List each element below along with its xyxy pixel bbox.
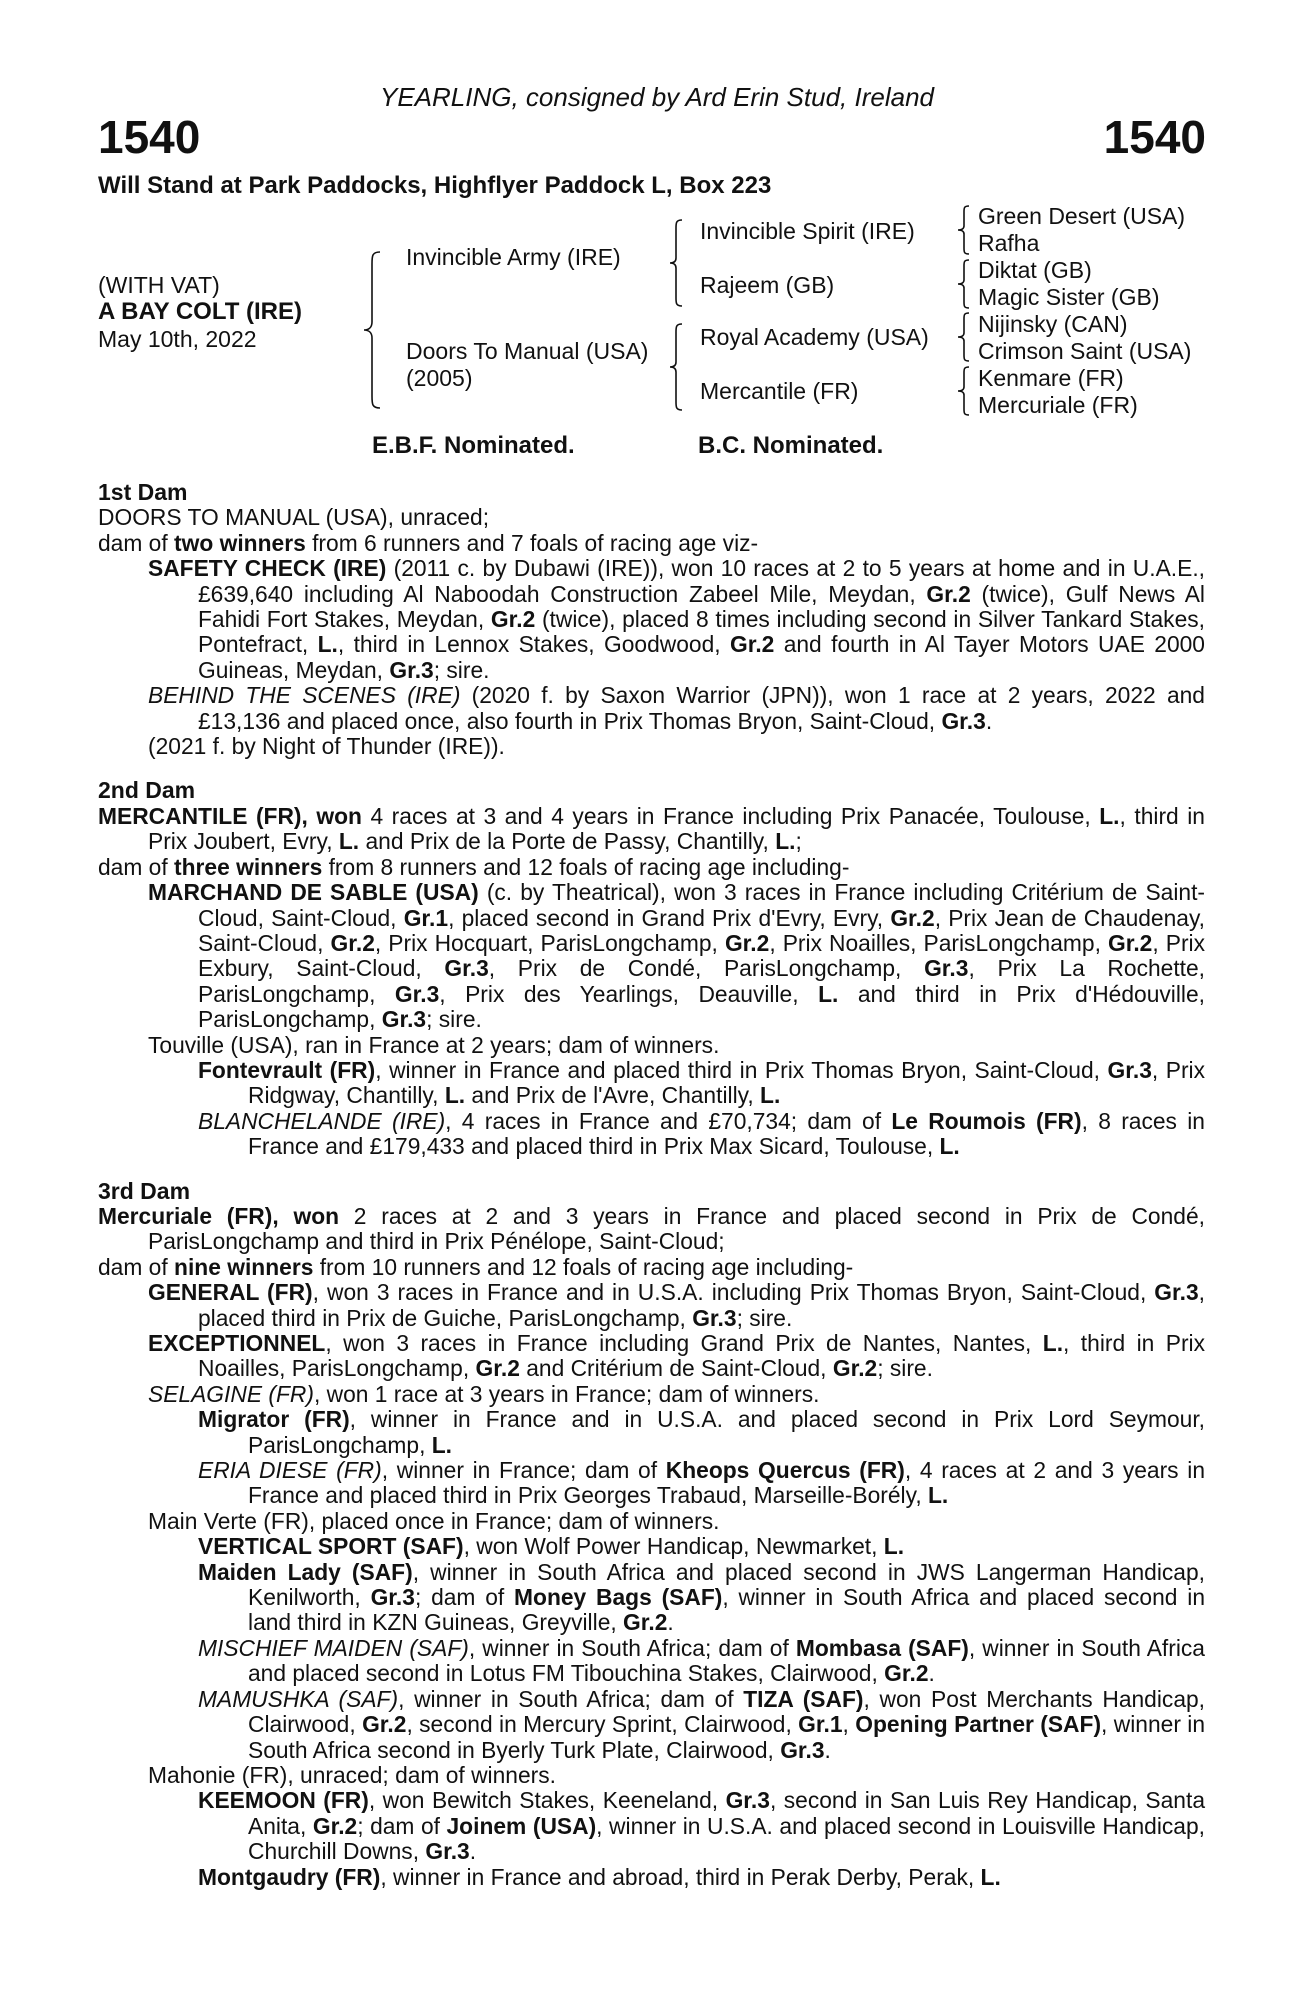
ancestor-g4: Magic Sister (GB) xyxy=(978,284,1160,310)
horse-name: A BAY COLT (IRE) xyxy=(98,298,303,325)
lot-number-left: 1540 xyxy=(98,111,201,163)
dam-name: Doors To Manual (USA) xyxy=(406,338,649,364)
list-item: dam of nine winners from 10 runners and 12 foals of racing age including- xyxy=(98,1253,854,1280)
lot-number-right: 1540 xyxy=(1103,111,1206,163)
sire-sire: Invincible Spirit (IRE) xyxy=(700,218,915,244)
bracket-dam xyxy=(668,322,690,412)
bracket-g2 xyxy=(956,258,976,310)
list-item: KEEMOON (FR), won Bewitch Stakes, Keeneland, Gr.3, second in San Luis Rey Handicap, Santa Anita, Gr.2; dam of Joinem (USA), winner in U.S.A. and placed second in Louisville Handicap, Churchill Downs, Gr.3. xyxy=(198,1787,1205,1865)
ancestor-g7: Kenmare (FR) xyxy=(978,365,1124,391)
second-dam-heading: 2nd Dam xyxy=(98,777,196,804)
ancestor-g6: Crimson Saint (USA) xyxy=(978,338,1192,364)
list-item: VERTICAL SPORT (SAF), won Wolf Power Handicap, Newmarket, L. xyxy=(198,1533,905,1560)
dam-produce-summary: dam of two winners from 6 runners and 7 foals of racing age viz- xyxy=(98,529,759,556)
ancestor-g3: Diktat (GB) xyxy=(978,257,1092,283)
list-item: Mahonie (FR), unraced; dam of winners. xyxy=(148,1761,556,1788)
ebf-nomination: E.B.F. Nominated. xyxy=(372,432,575,459)
list-item: EXCEPTIONNEL, won 3 races in France including Grand Prix de Nantes, Nantes, L., third in Prix Noailles, ParisLongchamp, Gr.2 and Critérium de Saint-Cloud, Gr.2; sire. xyxy=(148,1330,1205,1382)
list-item: Montgaudry (FR), winner in France and abroad, third in Perak Derby, Perak, L. xyxy=(198,1863,1001,1890)
list-item: Maiden Lady (SAF), winner in South Africa and placed second in JWS Langerman Handicap, Kenilworth, Gr.3; dam of Money Bags (SAF), winner in South Africa and placed second in land third in KZN Guineas, Greyville, Gr.2. xyxy=(198,1558,1205,1636)
list-item: MERCANTILE (FR), won 4 races at 3 and 4 years in France including Prix Panacée, Toulouse, L., third in Prix Joubert, Evry, L. and Prix de la Porte de Passy, Chantilly, L.; xyxy=(98,802,1205,855)
list-item: Touville (USA), ran in France at 2 years; dam of winners. xyxy=(148,1031,720,1058)
bracket-g1 xyxy=(956,204,976,256)
bracket-sire xyxy=(668,218,690,308)
list-item: Migrator (FR), winner in France and in U.S.A. and placed second in Prix Lord Seymour, ParisLongchamp, L. xyxy=(198,1406,1205,1458)
bracket-main xyxy=(362,250,392,410)
bracket-g4 xyxy=(956,365,976,417)
list-item: Mercuriale (FR), won 2 races at 2 and 3 years in France and placed second in Prix de Condé, ParisLongchamp and third in Prix Pénélope, Saint-Cloud; xyxy=(98,1202,1205,1255)
list-item: SAFETY CHECK (IRE) (2011 c. by Dubawi (IRE)), won 10 races at 2 to 5 years at home and in U.A.E., £639,640 including Al Naboodah Construction Zabeel Mile, Meydan, Gr.2 (twice), Gulf News Al Fahidi Fort Stakes, Meydan, Gr.2 (twice), placed 8 times including second in Silver Tankard Stakes, Pontefract, L., third in Lennox Stakes, Goodwood, Gr.2 and fourth in Al Tayer Motors UAE 2000 Guineas, Meydan, Gr.3; sire. xyxy=(148,555,1205,683)
sire-name: Invincible Army (IRE) xyxy=(406,244,621,270)
list-item: SELAGINE (FR), won 1 race at 3 years in France; dam of winners. xyxy=(148,1380,820,1407)
ancestor-g1: Green Desert (USA) xyxy=(978,203,1186,229)
consignor-line: YEARLING, consigned by Ard Erin Stud, Ireland xyxy=(380,82,934,112)
dam-year: (2005) xyxy=(406,365,473,391)
catalogue-body xyxy=(98,480,1205,1890)
list-item: MAMUSHKA (SAF), winner in South Africa; dam of TIZA (SAF), won Post Merchants Handicap, Clairwood, Gr.2, second in Mercury Sprint, Clairwood, Gr.1, Opening Partner (SAF), winner in South Africa second in Byerly Turk Plate, Clairwood, Gr.3. xyxy=(198,1685,1206,1763)
dam-sire: Royal Academy (USA) xyxy=(700,324,929,350)
dam-dam: Mercantile (FR) xyxy=(700,378,859,404)
list-item: (2021 f. by Night of Thunder (IRE)). xyxy=(148,733,505,760)
bc-nomination: B.C. Nominated. xyxy=(698,432,884,459)
list-item: dam of three winners from 8 runners and 12 foals of racing age including- xyxy=(98,853,850,880)
third-dam-heading: 3rd Dam xyxy=(98,1177,191,1204)
list-item: MARCHAND DE SABLE (USA) (c. by Theatrical), won 3 races in France including Critérium de Saint-Cloud, Saint-Cloud, Gr.1, placed second in Grand Prix d'Evry, Evry, Gr.2, Prix Jean de Chaudenay, Saint-Cloud, Gr.2, Prix Hocquart, ParisLongchamp, Gr.2, Prix Noailles, ParisLongchamp, Gr.2, Prix Exbury, Saint-Cloud, Gr.3, Prix de Condé, ParisLongchamp, Gr.3, Prix La Rochette, ParisLongchamp, Gr.3, Prix des Yearlings, Deauville, L. and third in Prix d'Hédouville, ParisLongchamp, Gr.3; sire. xyxy=(148,879,1206,1033)
list-item: BEHIND THE SCENES (IRE) (2020 f. by Saxon Warrior (JPN)), won 1 race at 2 years, 2022 and £13,136 and placed once, also fourth in Prix Thomas Bryon, Saint-Cloud, Gr.3. xyxy=(148,682,1205,734)
first-dam-heading: 1st Dam xyxy=(98,479,188,505)
ancestor-g5: Nijinsky (CAN) xyxy=(978,311,1128,337)
ancestor-g2: Rafha xyxy=(978,230,1040,256)
list-item: Fontevrault (FR), winner in France and placed third in Prix Thomas Bryon, Saint-Cloud, Gr.3, Prix Ridgway, Chantilly, L. and Prix de l'Avre, Chantilly, L. xyxy=(198,1056,1206,1109)
vat-note: (WITH VAT) xyxy=(98,272,220,298)
list-item: MISCHIEF MAIDEN (SAF), winner in South Africa; dam of Mombasa (SAF), winner in South Africa and placed second in Lotus FM Tibouchina Stakes, Clairwood, Gr.2. xyxy=(198,1634,1205,1687)
list-item: ERIA DIESE (FR), winner in France; dam of Kheops Quercus (FR), 4 races at 2 and 3 years in France and placed third in Prix Georges Trabaud, Marseille-Borély, L. xyxy=(198,1457,1205,1509)
ancestor-g8: Mercuriale (FR) xyxy=(978,392,1138,418)
bracket-g3 xyxy=(956,311,976,363)
sire-dam: Rajeem (GB) xyxy=(700,272,835,298)
horse-dob: May 10th, 2022 xyxy=(98,326,257,352)
stand-location: Will Stand at Park Paddocks, Highflyer Paddock L, Box 223 xyxy=(98,172,772,199)
list-item: GENERAL (FR), won 3 races in France and in U.S.A. including Prix Thomas Bryon, Saint-Cloud, Gr.3, placed third in Prix de Guiche, ParisLongchamp, Gr.3; sire. xyxy=(148,1279,1205,1331)
list-item: BLANCHELANDE (IRE), 4 races in France and £70,734; dam of Le Roumois (FR), 8 races in France and £179,433 and placed third in Prix Max Sicard, Toulouse, L. xyxy=(198,1107,1205,1160)
list-item: Main Verte (FR), placed once in France; dam of winners. xyxy=(148,1507,720,1534)
dam-summary: DOORS TO MANUAL (USA), unraced; xyxy=(98,504,490,531)
